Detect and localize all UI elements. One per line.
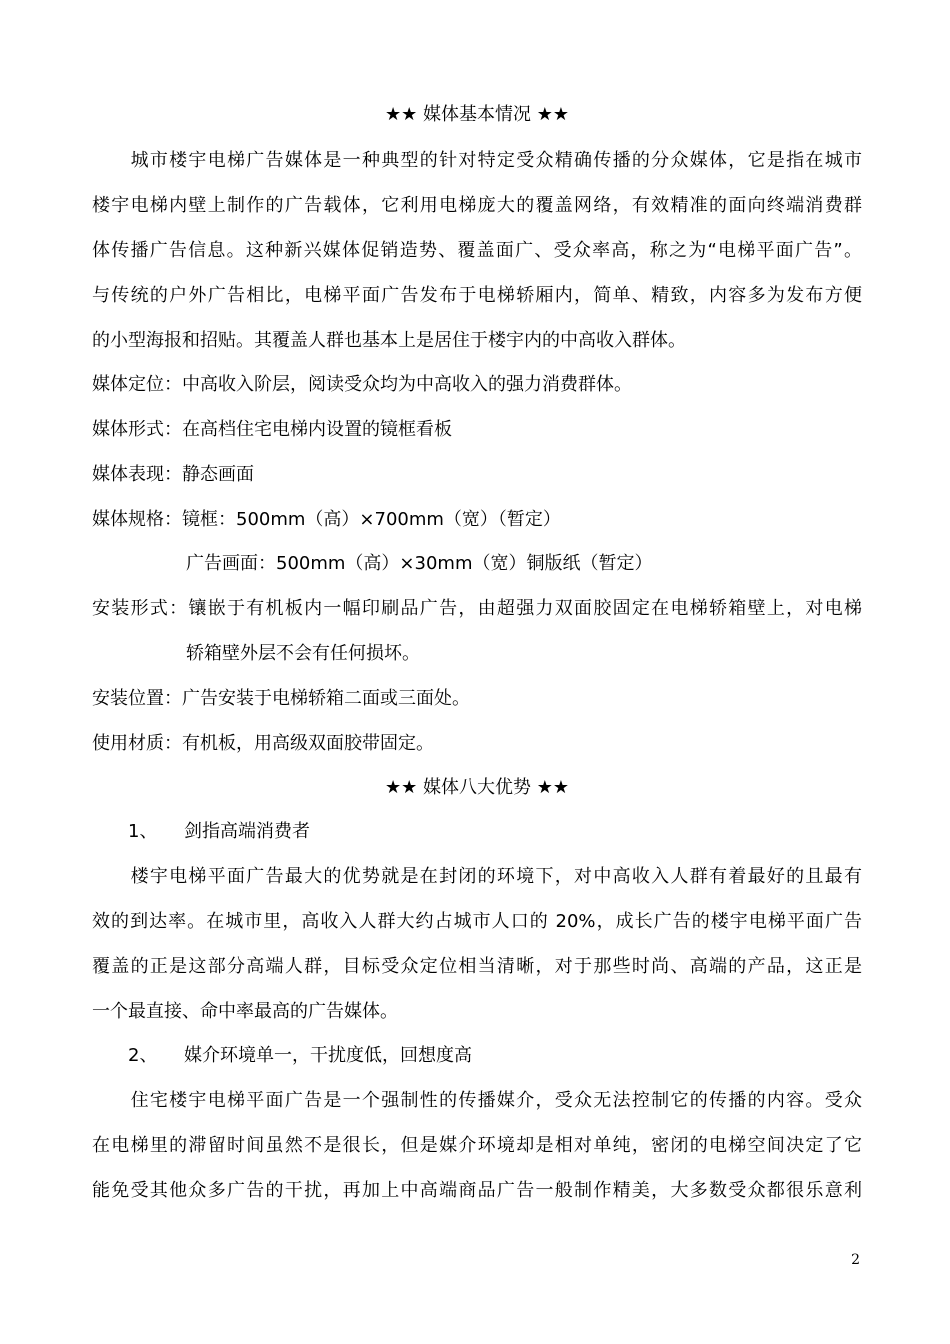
- advantage-1-paragraph-line: 覆盖的正是这部分高端人群，目标受众定位相当清晰，对于那些时尚、高端的产品，这正是: [92, 956, 862, 977]
- intro-paragraph-line: 楼宇电梯内壁上制作的广告载体，它利用电梯庞大的覆盖网络，有效精准的面向终端消费群: [92, 195, 862, 216]
- advantage-1-number: 1、: [128, 821, 158, 842]
- advantage-2-title: 媒介环境单一，干扰度低，回想度高: [184, 1045, 472, 1066]
- intro-paragraph-line: 与传统的户外广告相比，电梯平面广告发布于电梯轿厢内，简单、精致，内容多为发布方便: [92, 285, 862, 306]
- intro-paragraph-line: 体传播广告信息。这种新兴媒体促销造势、覆盖面广、受众率高，称之为“电梯平面广告”。: [92, 240, 862, 261]
- spec-install-form: 安装形式：镶嵌于有机板内一幅印刷品广告，由超强力双面胶固定在电梯轿箱壁上，对电梯: [92, 598, 862, 619]
- spec-form: 媒体形式：在高档住宅电梯内设置的镜框看板: [92, 419, 452, 440]
- intro-paragraph-line: 的小型海报和招贴。其覆盖人群也基本上是居住于楼宇内的中高收入群体。: [92, 330, 686, 351]
- advantage-1-paragraph-line: 楼宇电梯平面广告最大的优势就是在封闭的环境下，对中高收入人群有着最好的且最有: [92, 866, 862, 887]
- advantage-1-paragraph-line: 效的到达率。在城市里，高收入人群大约占城市人口的 20%，成长广告的楼宇电梯平面广告: [92, 911, 862, 932]
- page-number: 2: [851, 1252, 860, 1268]
- advantage-2-number: 2、: [128, 1045, 158, 1066]
- spec-display: 媒体表现：静态画面: [92, 464, 254, 485]
- advantage-1-heading: [128, 820, 728, 844]
- section-heading-basic-info: ★★ 媒体基本情况 ★★: [385, 104, 569, 125]
- advantage-2-paragraph-line: 住宅楼宇电梯平面广告是一个强制性的传播媒介，受众无法控制它的传播的内容。受众: [92, 1090, 862, 1111]
- spec-size: 媒体规格：镜框：500mm（高）×700mm（宽）（暂定）: [92, 509, 561, 530]
- intro-paragraph-line: 城市楼宇电梯广告媒体是一种典型的针对特定受众精确传播的分众媒体，它是指在城市: [92, 150, 862, 171]
- advantage-2-paragraph-line: 在电梯里的滞留时间虽然不是很长，但是媒介环境却是相对单纯，密闭的电梯空间决定了它: [92, 1135, 862, 1156]
- advantage-1-paragraph-line: 一个最直接、命中率最高的广告媒体。: [92, 1001, 398, 1022]
- advantage-2-paragraph-line: 能免受其他众多广告的干扰，再加上中高端商品广告一般制作精美，大多数受众都很乐意利: [92, 1180, 862, 1201]
- advantage-1-title: 剑指高端消费者: [184, 821, 310, 842]
- spec-install-position: 安装位置：广告安装于电梯轿箱二面或三面处。: [92, 688, 470, 709]
- spec-size-ad-area: 广告画面：500mm（高）×30mm（宽）铜版纸（暂定）: [186, 553, 653, 574]
- spec-material: 使用材质：有机板，用高级双面胶带固定。: [92, 733, 434, 754]
- advantage-2-heading: [128, 1044, 728, 1068]
- spec-install-form-cont: 轿箱壁外层不会有任何损坏。: [186, 643, 420, 664]
- section-heading-advantages: ★★ 媒体八大优势 ★★: [385, 777, 569, 798]
- spec-positioning: 媒体定位：中高收入阶层，阅读受众均为中高收入的强力消费群体。: [92, 374, 632, 395]
